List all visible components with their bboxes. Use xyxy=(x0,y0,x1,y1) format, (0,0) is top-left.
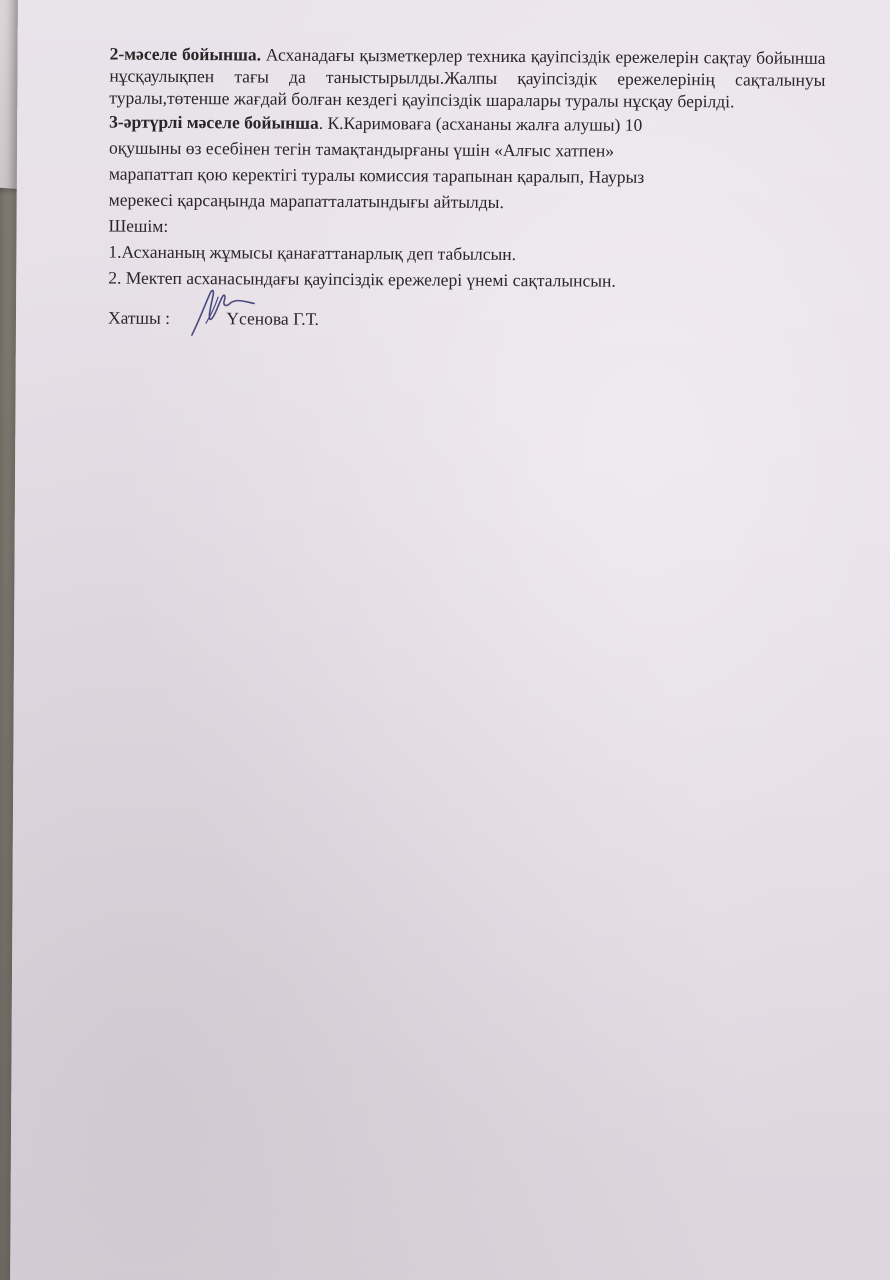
handwritten-signature xyxy=(188,283,258,345)
issue-2-text: Асханадағы қызметкерлер техника қауіпсіздік ережелерін сақтау бойынша нұсқаулықпен тағы да таныстырылды.Жалпы қауіпсіздік ережелерінің сақталынуы туралы,төтенше жағдай болған кездегі қауіпсіздік шаралары туралы нұсқау берілді. xyxy=(109,44,826,112)
decision-item-2: 2. Мектеп асханасындағы қауіпсіздік ережелері үнемі сақталынсын. xyxy=(108,267,616,291)
issue-3-line-4: мерекесі қарсаңында марапатталатындығы айтылды. xyxy=(108,189,504,212)
document-body xyxy=(108,43,826,335)
issue-3-line-1: 3-әртүрлі мәселе бойынша. К.Каримоваға (асхананы жалға алушы) 10 xyxy=(109,111,643,135)
issue-2-paragraph xyxy=(109,43,825,113)
document-page xyxy=(10,0,890,1280)
secretary-name: Үсенова Г.Т. xyxy=(226,308,320,329)
issue-3-line-3: марапаттап қою керектігі туралы комиссия тарапынан қаралып, Наурыз xyxy=(108,163,645,187)
signature-row xyxy=(108,305,824,335)
decision-item-1: 1.Асхананың жұмысы қанағаттанарлық деп табылсын. xyxy=(108,241,517,265)
secretary-label: Хатшы : xyxy=(107,307,171,328)
issue-3-heading: 3-әртүрлі мәселе бойынша xyxy=(109,111,319,133)
issue-3-line-2: оқушыны өз есебінен тегін тамақтандырғаны үшін «Алғыс хатпен» xyxy=(108,137,615,161)
issue-2-heading: 2-мәселе бойынша. xyxy=(109,43,262,65)
decision-label: Шешім: xyxy=(108,215,169,236)
